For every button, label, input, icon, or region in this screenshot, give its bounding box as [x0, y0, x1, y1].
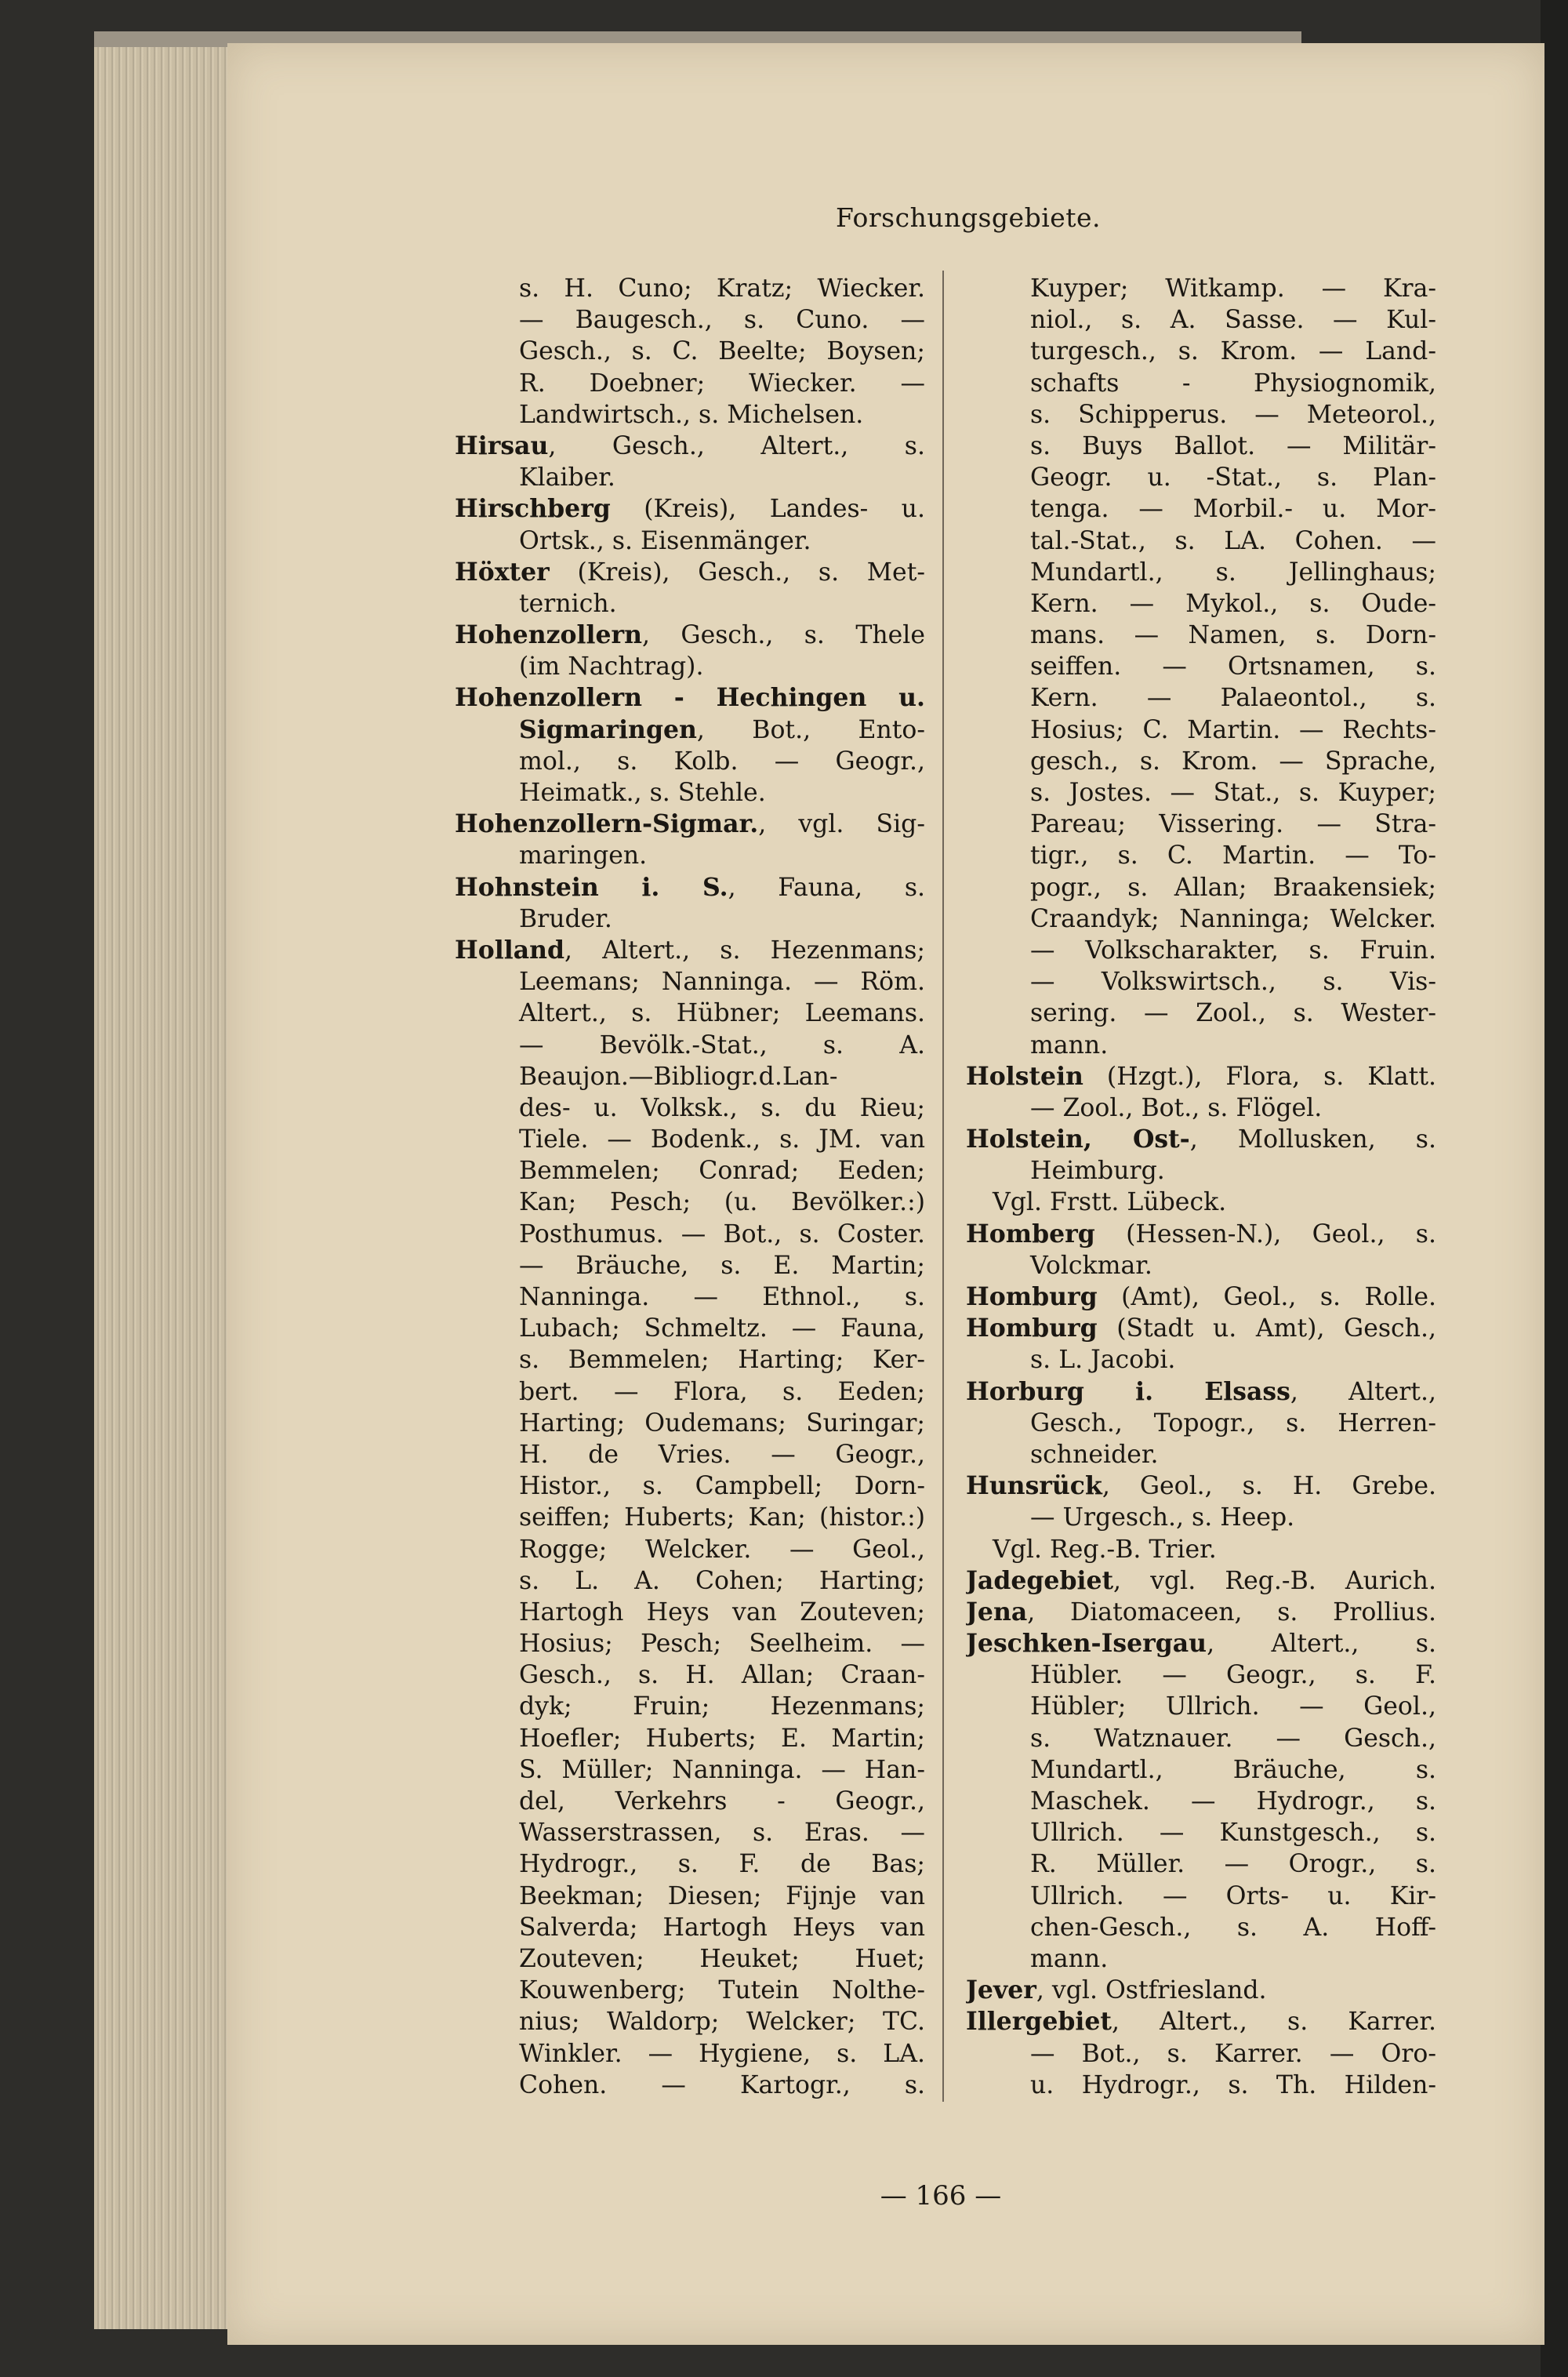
entry-text: turgesch., s. Krom. — Land- — [1030, 337, 1436, 366]
entry-text: Volckmar. — [1030, 1251, 1152, 1280]
text-line — [966, 777, 1436, 809]
entry-text: Hartogh Heys van Zouteven; — [519, 1597, 925, 1626]
entry-text: Leemans; Nanninga. — Röm. — [519, 968, 925, 997]
entry-text: Vgl. Frstt. Lübeck. — [993, 1188, 1227, 1217]
entry-text: Gesch., Topogr., s. Herren- — [1030, 1408, 1436, 1437]
text-line — [455, 998, 925, 1029]
entry-text: R. Müller. — Orogr., s. — [1030, 1850, 1436, 1879]
text-line — [455, 809, 925, 840]
text-line — [966, 1534, 1436, 1565]
text-line — [455, 1881, 925, 1912]
text-line — [966, 557, 1436, 588]
entry-text: u. Hydrogr., s. Th. Hilden- — [1030, 2070, 1436, 2099]
entry-text: s. L. Jacobi. — [1030, 1346, 1176, 1375]
text-line — [455, 1030, 925, 1061]
entry-keyword: Jadegebiet — [966, 1565, 1114, 1595]
text-line — [455, 1723, 925, 1754]
text-line — [966, 1975, 1436, 2006]
text-line — [966, 336, 1436, 367]
text-line — [455, 336, 925, 367]
entry-text: Bruder. — [519, 904, 612, 933]
text-line — [966, 588, 1436, 620]
text-line — [455, 1092, 925, 1124]
entry-text: s. Buys Ballot. — Militär- — [1030, 431, 1436, 460]
text-line — [455, 1376, 925, 1408]
entry-text: R. Doebner; Wiecker. — — [519, 369, 925, 398]
entry-text: tal.-Stat., s. LA. Cohen. — — [1030, 526, 1436, 555]
text-line — [966, 1313, 1436, 1344]
entry-text: , Fauna, s. — [728, 873, 925, 902]
entry-keyword: Homburg — [966, 1282, 1098, 1311]
text-line — [966, 903, 1436, 935]
entry-text: Ullrich. — Kunstgesch., s. — [1030, 1819, 1436, 1848]
entry-text: Hübler; Ullrich. — Geol., — [1030, 1692, 1436, 1721]
entry-text: ternich. — [519, 589, 617, 618]
entry-text: tigr., s. C. Martin. — To- — [1030, 841, 1436, 870]
text-line — [455, 1502, 925, 1533]
entry-text: Heimburg. — [1030, 1157, 1165, 1186]
entry-text: Gesch., s. H. Allan; Craan- — [519, 1661, 925, 1690]
entry-text: dyk; Fruin; Hezenmans; — [519, 1692, 925, 1721]
text-line — [966, 431, 1436, 462]
text-line — [966, 1219, 1436, 1250]
text-line — [455, 2070, 925, 2101]
text-line — [455, 1691, 925, 1722]
text-line — [455, 1439, 925, 1470]
entry-text: tenga. — Morbil.- u. Mor- — [1030, 495, 1436, 524]
text-line — [455, 1408, 925, 1439]
entry-text: H. de Vries. — Geogr., — [519, 1440, 925, 1469]
text-line — [455, 714, 925, 746]
text-line — [455, 1534, 925, 1565]
text-line — [455, 368, 925, 399]
text-line — [966, 493, 1436, 525]
page-header: Forschungsgebiete. — [835, 202, 1102, 233]
text-line — [966, 1030, 1436, 1061]
entry-text: seiffen. — Ortsnamen, s. — [1030, 652, 1436, 681]
text-line — [455, 525, 925, 557]
entry-text: mann. — [1030, 1030, 1109, 1059]
entry-text: chen-Gesch., s. A. Hoff- — [1030, 1913, 1436, 1942]
text-line — [966, 1691, 1436, 1722]
text-line — [966, 1155, 1436, 1187]
text-line — [455, 1344, 925, 1376]
entry-text: Mundartl., s. Jellinghaus; — [1030, 558, 1436, 587]
text-line — [455, 935, 925, 966]
text-line — [966, 1124, 1436, 1155]
text-line — [966, 399, 1436, 431]
text-line — [455, 304, 925, 336]
entry-text: bert. — Flora, s. Eeden; — [519, 1377, 925, 1406]
entry-text: Hoefler; Huberts; E. Martin; — [519, 1724, 925, 1753]
text-line — [966, 682, 1436, 714]
entry-keyword: Hirschberg — [455, 494, 611, 524]
entry-text: Mundartl., Bräuche, s. — [1030, 1755, 1436, 1784]
text-line — [966, 1565, 1436, 1597]
entry-text: pogr., s. Allan; Braakensiek; — [1030, 873, 1436, 902]
entry-text: Maschek. — Hydrogr., s. — [1030, 1787, 1436, 1815]
entry-text: Hydrogr., s. F. de Bas; — [519, 1850, 925, 1879]
entry-text: (Hessen-N.), Geol., s. — [1094, 1219, 1436, 1248]
text-line — [455, 746, 925, 777]
entry-keyword: Jeschken-Isergau — [966, 1629, 1207, 1659]
text-line — [966, 620, 1436, 651]
text-line — [455, 1565, 925, 1597]
text-line — [966, 525, 1436, 557]
entry-text: s. H. Cuno; Kratz; Wiecker. — [519, 274, 925, 303]
entry-text: — Bräuche, s. E. Martin; — [519, 1251, 925, 1280]
entry-text: mans. — Namen, s. Dorn- — [1030, 621, 1436, 650]
entry-text: s. Bemmelen; Harting; Ker- — [519, 1346, 925, 1375]
text-line — [966, 1061, 1436, 1092]
text-line — [455, 840, 925, 871]
text-line — [966, 809, 1436, 840]
text-line — [455, 1817, 925, 1848]
entry-text: (Kreis), Landes- u. — [610, 495, 925, 524]
text-line — [966, 2070, 1436, 2101]
text-line — [455, 1848, 925, 1880]
text-line — [455, 1786, 925, 1817]
text-line — [966, 1912, 1436, 1943]
entry-text: Cohen. — Kartogr., s. — [519, 2070, 925, 2099]
entry-keyword: Jena — [966, 1597, 1028, 1626]
entry-keyword: Homburg — [966, 1314, 1098, 1343]
entry-text: Geogr. u. -Stat., s. Plan- — [1030, 463, 1436, 492]
text-line — [455, 1943, 925, 1975]
entry-text: Beekman; Diesen; Fijnje van — [519, 1881, 925, 1910]
text-line — [966, 304, 1436, 336]
text-line — [455, 1187, 925, 1218]
entry-text: — Urgesch., s. Heep. — [1030, 1503, 1295, 1532]
entry-keyword: Hohenzollern-Sigmar. — [455, 809, 759, 839]
entry-text: Rogge; Welcker. — Geol., — [519, 1535, 925, 1564]
entry-text: Hosius; C. Martin. — Rechts- — [1030, 715, 1436, 744]
text-line — [966, 1943, 1436, 1975]
text-line — [455, 1250, 925, 1281]
entry-text: (Amt), Geol., s. Rolle. — [1097, 1283, 1436, 1311]
entry-text: , Mollusken, s. — [1189, 1125, 1436, 1154]
entry-text: — Zool., Bot., s. Flögel. — [1030, 1093, 1323, 1122]
text-line — [966, 872, 1436, 903]
entry-keyword: Hohenzollern - Hechingen u. — [455, 683, 925, 713]
entry-text: Craandyk; Nanninga; Welcker. — [1030, 904, 1436, 933]
text-line — [966, 1281, 1436, 1313]
page-number: — 166 — — [880, 2180, 1002, 2212]
entry-text: seiffen; Huberts; Kan; (histor.:) — [519, 1503, 925, 1532]
entry-text: Hübler. — Geogr., s. F. — [1030, 1661, 1436, 1690]
text-line — [966, 1092, 1436, 1124]
text-line — [455, 1219, 925, 1250]
text-line — [455, 493, 925, 525]
text-line — [966, 1439, 1436, 1470]
entry-text: , Altert., — [1290, 1377, 1436, 1406]
entry-text: , Bot., Ento- — [696, 715, 925, 744]
text-line — [455, 1912, 925, 1943]
text-line — [966, 368, 1436, 399]
entry-text: Kuyper; Witkamp. — Kra- — [1030, 274, 1436, 303]
text-line — [455, 1754, 925, 1786]
text-line — [455, 462, 925, 493]
text-line — [455, 588, 925, 620]
book-right-edge — [1541, 0, 1568, 2377]
entry-text: Gesch., s. C. Beelte; Boysen; — [519, 337, 925, 366]
entry-keyword: Holland — [455, 935, 565, 965]
entry-text: , Altert., s. Hezenmans; — [564, 936, 925, 965]
entry-text: Vgl. Reg.-B. Trier. — [993, 1535, 1217, 1564]
text-line — [455, 1628, 925, 1659]
entry-text: Posthumus. — Bot., s. Coster. — [519, 1219, 925, 1248]
entry-text: niol., s. A. Sasse. — Kul- — [1030, 306, 1436, 335]
entry-text: s. Watznauer. — Gesch., — [1030, 1724, 1436, 1753]
entry-text: (Hzgt.), Flora, s. Klatt. — [1083, 1062, 1436, 1091]
text-line — [966, 1848, 1436, 1880]
left-column — [455, 273, 925, 2101]
text-line — [455, 2038, 925, 2070]
entry-text: Hosius; Pesch; Seelheim. — — [519, 1630, 925, 1659]
entry-text: gesch., s. Krom. — Sprache, — [1030, 747, 1436, 776]
page-stack-edge — [94, 47, 235, 2329]
entry-text: — Bot., s. Karrer. — Oro- — [1030, 2039, 1436, 2068]
entry-text: Altert., s. Hübner; Leemans. — [519, 999, 925, 1028]
text-line — [966, 1659, 1436, 1691]
entry-text: — Baugesch., s. Cuno. — — [519, 306, 925, 335]
entry-keyword: Illergebiet — [966, 2007, 1112, 2037]
entry-text: s. Jostes. — Stat., s. Kuyper; — [1030, 779, 1436, 807]
entry-text: Beaujon.—Bibliogr.d.Lan- — [519, 1062, 838, 1091]
entry-text: Lubach; Schmeltz. — Fauna, — [519, 1314, 925, 1343]
text-line — [966, 1187, 1436, 1218]
text-line — [455, 682, 925, 714]
text-line — [455, 557, 925, 588]
text-line — [966, 1723, 1436, 1754]
entry-keyword: Holstein — [966, 1061, 1083, 1091]
entry-text: , Diatomaceen, s. Prollius. — [1027, 1597, 1436, 1626]
text-line — [966, 1376, 1436, 1408]
text-line — [966, 1628, 1436, 1659]
entry-text: , vgl. Sig- — [758, 810, 925, 839]
text-line — [455, 1281, 925, 1313]
entry-text: , Gesch., s. Thele — [642, 621, 925, 650]
text-line — [455, 777, 925, 809]
text-line — [966, 1754, 1436, 1786]
text-line — [966, 2038, 1436, 2070]
entry-text: — Volkswirtsch., s. Vis- — [1030, 968, 1436, 997]
text-line — [966, 651, 1436, 682]
entry-text: Heimatk., s. Stehle. — [519, 779, 766, 807]
right-column — [966, 273, 1436, 2101]
text-line — [966, 714, 1436, 746]
text-line — [966, 462, 1436, 493]
entry-text: , vgl. Reg.-B. Aurich. — [1113, 1566, 1436, 1595]
entry-keyword: Hunsrück — [966, 1471, 1102, 1501]
entry-text: Winkler. — Hygiene, s. LA. — [519, 2039, 925, 2068]
text-line — [966, 273, 1436, 304]
entry-text: — Bevölk.-Stat., s. A. — [519, 1030, 925, 1059]
entry-text: schneider. — [1030, 1440, 1159, 1469]
text-line — [966, 935, 1436, 966]
entry-keyword: Höxter — [455, 557, 550, 587]
entry-text: del, Verkehrs - Geogr., — [519, 1787, 925, 1815]
text-line — [455, 1470, 925, 1502]
text-line — [455, 1597, 925, 1628]
entry-text: Ullrich. — Orts- u. Kir- — [1030, 1881, 1436, 1910]
entry-text: mol., s. Kolb. — Geogr., — [519, 747, 925, 776]
text-line — [455, 1155, 925, 1187]
entry-text: mann. — [1030, 1944, 1109, 1973]
text-line — [966, 1470, 1436, 1502]
text-line — [966, 1786, 1436, 1817]
entry-text: Pareau; Vissering. — Stra- — [1030, 810, 1436, 839]
text-line — [966, 1408, 1436, 1439]
entry-text: Zouteven; Heuket; Huet; — [519, 1944, 925, 1973]
entry-text: s. L. A. Cohen; Harting; — [519, 1566, 925, 1595]
entry-text: maringen. — [519, 841, 648, 870]
entry-text: Tiele. — Bodenk., s. JM. van — [519, 1125, 925, 1154]
entry-text: Histor., s. Campbell; Dorn- — [519, 1472, 925, 1501]
entry-text: , Geol., s. H. Grebe. — [1102, 1472, 1436, 1501]
text-line — [455, 620, 925, 651]
text-line — [455, 1313, 925, 1344]
entry-keyword: Hirsau — [455, 431, 549, 460]
text-line — [455, 1061, 925, 1092]
entry-text: (Kreis), Gesch., s. Met- — [549, 558, 925, 587]
entry-keyword: Jever — [966, 1975, 1036, 2005]
text-line — [966, 998, 1436, 1029]
entry-text: des- u. Volksk., s. du Rieu; — [519, 1093, 925, 1122]
entry-text: Landwirtsch., s. Michelsen. — [519, 400, 864, 429]
entry-text: (im Nachtrag). — [519, 652, 704, 681]
text-line — [455, 1124, 925, 1155]
text-line — [455, 903, 925, 935]
text-line — [455, 431, 925, 462]
entry-text: Ortsk., s. Eisenmänger. — [519, 526, 811, 555]
text-line — [966, 1502, 1436, 1533]
text-line — [966, 1250, 1436, 1281]
entry-text: s. Schipperus. — Meteorol., — [1030, 400, 1436, 429]
entry-text: Kan; Pesch; (u. Bevölker.:) — [519, 1188, 925, 1217]
entry-text: sering. — Zool., s. Wester- — [1030, 999, 1436, 1028]
entry-keyword: Holstein, Ost- — [966, 1125, 1190, 1154]
entry-text: Klaiber. — [519, 463, 615, 492]
entry-keyword: Hohenzollern — [455, 620, 642, 650]
entry-text: Kern. — Mykol., s. Oude- — [1030, 589, 1436, 618]
text-line — [966, 1597, 1436, 1628]
text-line — [966, 966, 1436, 998]
text-line — [966, 1817, 1436, 1848]
text-line — [455, 651, 925, 682]
entry-text: , vgl. Ostfriesland. — [1036, 1976, 1267, 2005]
text-line — [966, 1344, 1436, 1376]
entry-text: Kouwenberg; Tutein Nolthe- — [519, 1976, 925, 2005]
text-line — [455, 2006, 925, 2037]
entry-text: — Volkscharakter, s. Fruin. — [1030, 936, 1436, 965]
entry-keyword: Hohnstein i. S. — [455, 872, 728, 902]
entry-keyword: Horburg i. Elsass — [966, 1376, 1290, 1406]
text-line — [455, 1975, 925, 2006]
entry-text: , Gesch., Altert., s. — [548, 431, 925, 460]
entry-text: S. Müller; Nanninga. — Han- — [519, 1755, 925, 1784]
text-line — [455, 399, 925, 431]
text-line — [455, 273, 925, 304]
entry-text: schafts - Physiognomik, — [1030, 369, 1436, 398]
entry-text: Wasserstrassen, s. Eras. — — [519, 1819, 925, 1848]
entry-text: nius; Waldorp; Welcker; TC. — [519, 2008, 925, 2037]
text-line — [455, 1659, 925, 1691]
text-line — [455, 872, 925, 903]
entry-keyword: Homberg — [966, 1219, 1095, 1248]
text-line — [966, 746, 1436, 777]
entry-text: , Altert., s. — [1207, 1630, 1436, 1659]
entry-text: , Altert., s. Karrer. — [1111, 2008, 1436, 2037]
text-line — [966, 840, 1436, 871]
entry-text: Salverda; Hartogh Heys van — [519, 1913, 925, 1942]
text-line — [966, 2006, 1436, 2037]
entry-keyword: Sigmaringen — [519, 714, 697, 744]
entry-text: (Stadt u. Amt), Gesch., — [1097, 1314, 1436, 1343]
column-divider — [942, 271, 944, 2102]
text-line — [455, 966, 925, 998]
text-line — [966, 1881, 1436, 1912]
entry-text: Kern. — Palaeontol., s. — [1030, 684, 1436, 713]
entry-text: Harting; Oudemans; Suringar; — [519, 1408, 925, 1437]
entry-text: Bemmelen; Conrad; Eeden; — [519, 1157, 925, 1186]
entry-text: Nanninga. — Ethnol., s. — [519, 1283, 925, 1311]
